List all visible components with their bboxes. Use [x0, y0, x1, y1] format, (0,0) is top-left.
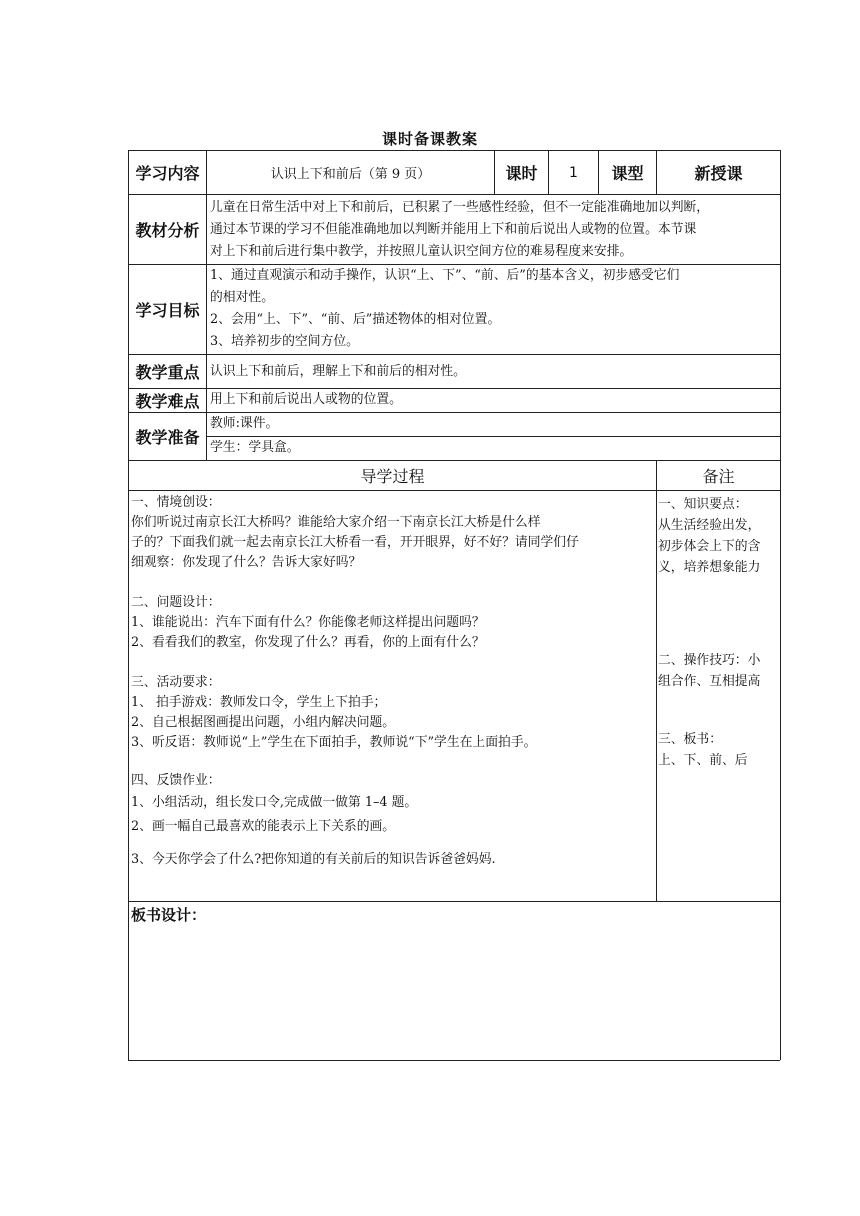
- type-value: 新授课: [694, 164, 743, 183]
- process-line: 三、活动要求：: [131, 675, 221, 690]
- preparation-label: 教学准备: [135, 428, 200, 447]
- content-label: 学习内容: [135, 164, 200, 183]
- note-board: 三、板书： 上、下、前、后: [658, 732, 748, 768]
- board-design-label: 板书设计：: [131, 906, 207, 924]
- process-line: 二、问题设计：: [131, 595, 221, 610]
- note-skills: 二、操作技巧：小 组合作、互相提高: [658, 653, 761, 689]
- analysis-label: 教材分析: [135, 221, 200, 240]
- process-line: 1、 拍手游戏：教师发口令，学生上下拍手；: [131, 695, 387, 710]
- goals-text: 1、通过直观演示和动手操作，认识“上、下”、“前、后”的基本含义，初步感受它们 的相对性。 2、会用“上、下”、“前、后”描述物体的相对位置。 3、培养初步的空间方位。: [210, 268, 680, 349]
- process-line: 2、自己根据图画提出问题，小组内解决问题。: [131, 715, 396, 730]
- process-line: 子的？下面我们就一起去南京长江大桥看一看，开开眼界，好不好？请同学们仔: [131, 535, 579, 550]
- preparation-student: 学生：学具盒。: [210, 440, 300, 455]
- process-line: 3、听反语：教师说“上”学生在下面拍手，教师说“下”学生在上面拍手。: [131, 735, 537, 750]
- process-header: 导学过程: [360, 467, 425, 486]
- difficulty-label: 教学难点: [135, 392, 200, 411]
- difficulty-text: 用上下和前后说出人或物的位置。: [210, 392, 402, 407]
- process-line: 细观察：你发现了什么？告诉大家好吗？: [131, 555, 362, 570]
- process-line: 2、看看我们的教室，你发现了什么？再看，你的上面有什么？: [131, 635, 485, 650]
- notes-header: 备注: [702, 467, 735, 486]
- analysis-text: 儿童在日常生活中对上下和前后，已积累了一些感性经验，但不一定能准确地加以判断， 通过本节课的学习不但能准确地加以判断并能用上下和前后说出人或物的位置。本节课 对上下和前后进行集中教学，并按照儿童认识空间方位的难易程度来安排。: [210, 200, 710, 259]
- process-line: 1、小组活动，组长发口令,完成做一做第 1–4 题。: [131, 795, 418, 810]
- goals-label: 学习目标: [135, 301, 200, 320]
- period-label: 课时: [505, 164, 538, 183]
- process-line: 3、今天你学会了什么?把你知道的有关前后的知识告诉爸爸妈妈.: [131, 852, 496, 867]
- process-line: 一、情境创设：: [131, 495, 221, 510]
- key-point-label: 教学重点: [135, 363, 200, 382]
- preparation-teacher: 教师:课件。: [210, 416, 279, 431]
- document-title: 课时备课教案: [381, 130, 478, 148]
- process-line: 四、反馈作业：: [131, 773, 221, 788]
- process-line: 你们听说过南京长江大桥吗？谁能给大家介绍一下南京长江大桥是什么样: [131, 515, 541, 530]
- process-line: 2、画一幅自己最喜欢的能表示上下关系的画。: [131, 819, 396, 834]
- period-value: 1: [569, 164, 578, 181]
- note-knowledge: 一、知识要点： 从生活经验出发， 初步体会上下的含 义，培养想象能力: [658, 497, 761, 575]
- type-label: 课型: [611, 164, 644, 183]
- content-value: 认识上下和前后（第 9 页）: [270, 167, 431, 182]
- process-line: 1、谁能说出：汽车下面有什么？你能像老师这样提出问题吗？: [131, 615, 485, 630]
- key-point-text: 认识上下和前后，理解上下和前后的相对性。: [210, 364, 466, 379]
